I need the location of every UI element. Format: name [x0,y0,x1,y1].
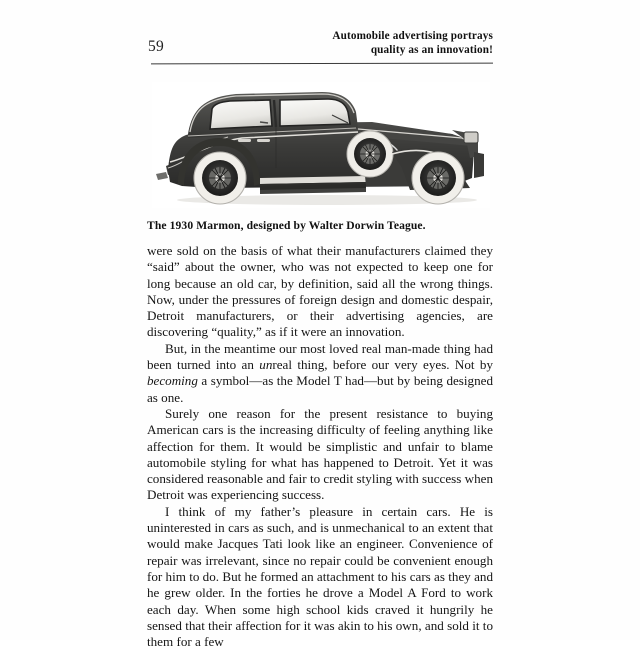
header-divider-rule [151,63,493,65]
body-text-block [147,243,493,650]
running-head-line-2: quality as an innovation! [370,43,493,56]
text-run: But, in the meantime our most loved real man-made thing had been turned into an [147,340,493,373]
page-number: 59 [148,38,164,55]
text-run: real thing, before our very eyes. Not by [272,357,493,373]
running-head [148,30,493,64]
body-paragraph [147,341,493,406]
body-paragraph [147,243,493,341]
text-run: Surely one reason for the present resistance to buying American cars is the increasing difficulty of feeling anything like affection for them. It would be simplistic and unfair to blame automobile styling for what has happened to Detroit. Yet it was considered reasonable and fair to credit styling with success when Detroit was experiencing success. [147,405,493,503]
body-paragraph [147,406,493,504]
figure-caption: The 1930 Marmon, designed by Walter Dorwin Teague. [147,219,426,232]
running-head-line-1: Automobile advertising portrays [332,30,493,42]
body-paragraph [147,504,493,650]
figure-photo-1930-marmon [152,82,490,208]
text-run: a symbol—as the Model T had—but by being designed as one. [147,373,493,405]
text-run: I think of my father’s pleasure in certain cars. He is uninterested in cars as such, and is unmechanical to an extent that would make Jacques Tati look like an engineer. Convenience of repair was irrelevant, since no repair could be convenient enough for him to do. But he formed an attachment to his cars as they and he grew older. In the forties he drove a Model A Ford to work each day. When some high school kids craved it hungrily he sensed that their affection for it was akin to his own, and sold it to them for a few [147,503,493,650]
emphasis-text: un [259,357,273,373]
text-run: were sold on the basis of what their manufacturers claimed they “said” about the owner, who was not expected to keep one for long because an old car, by definition, said all the wrong things. Now, under the pressures of foreign design and domestic despair, Detroit manufacturers, or their advertising agencies, are discovering “quality,” as if it were an innovation. [147,243,493,340]
emphasis-text: becoming [147,373,198,389]
running-head-title [332,30,493,57]
